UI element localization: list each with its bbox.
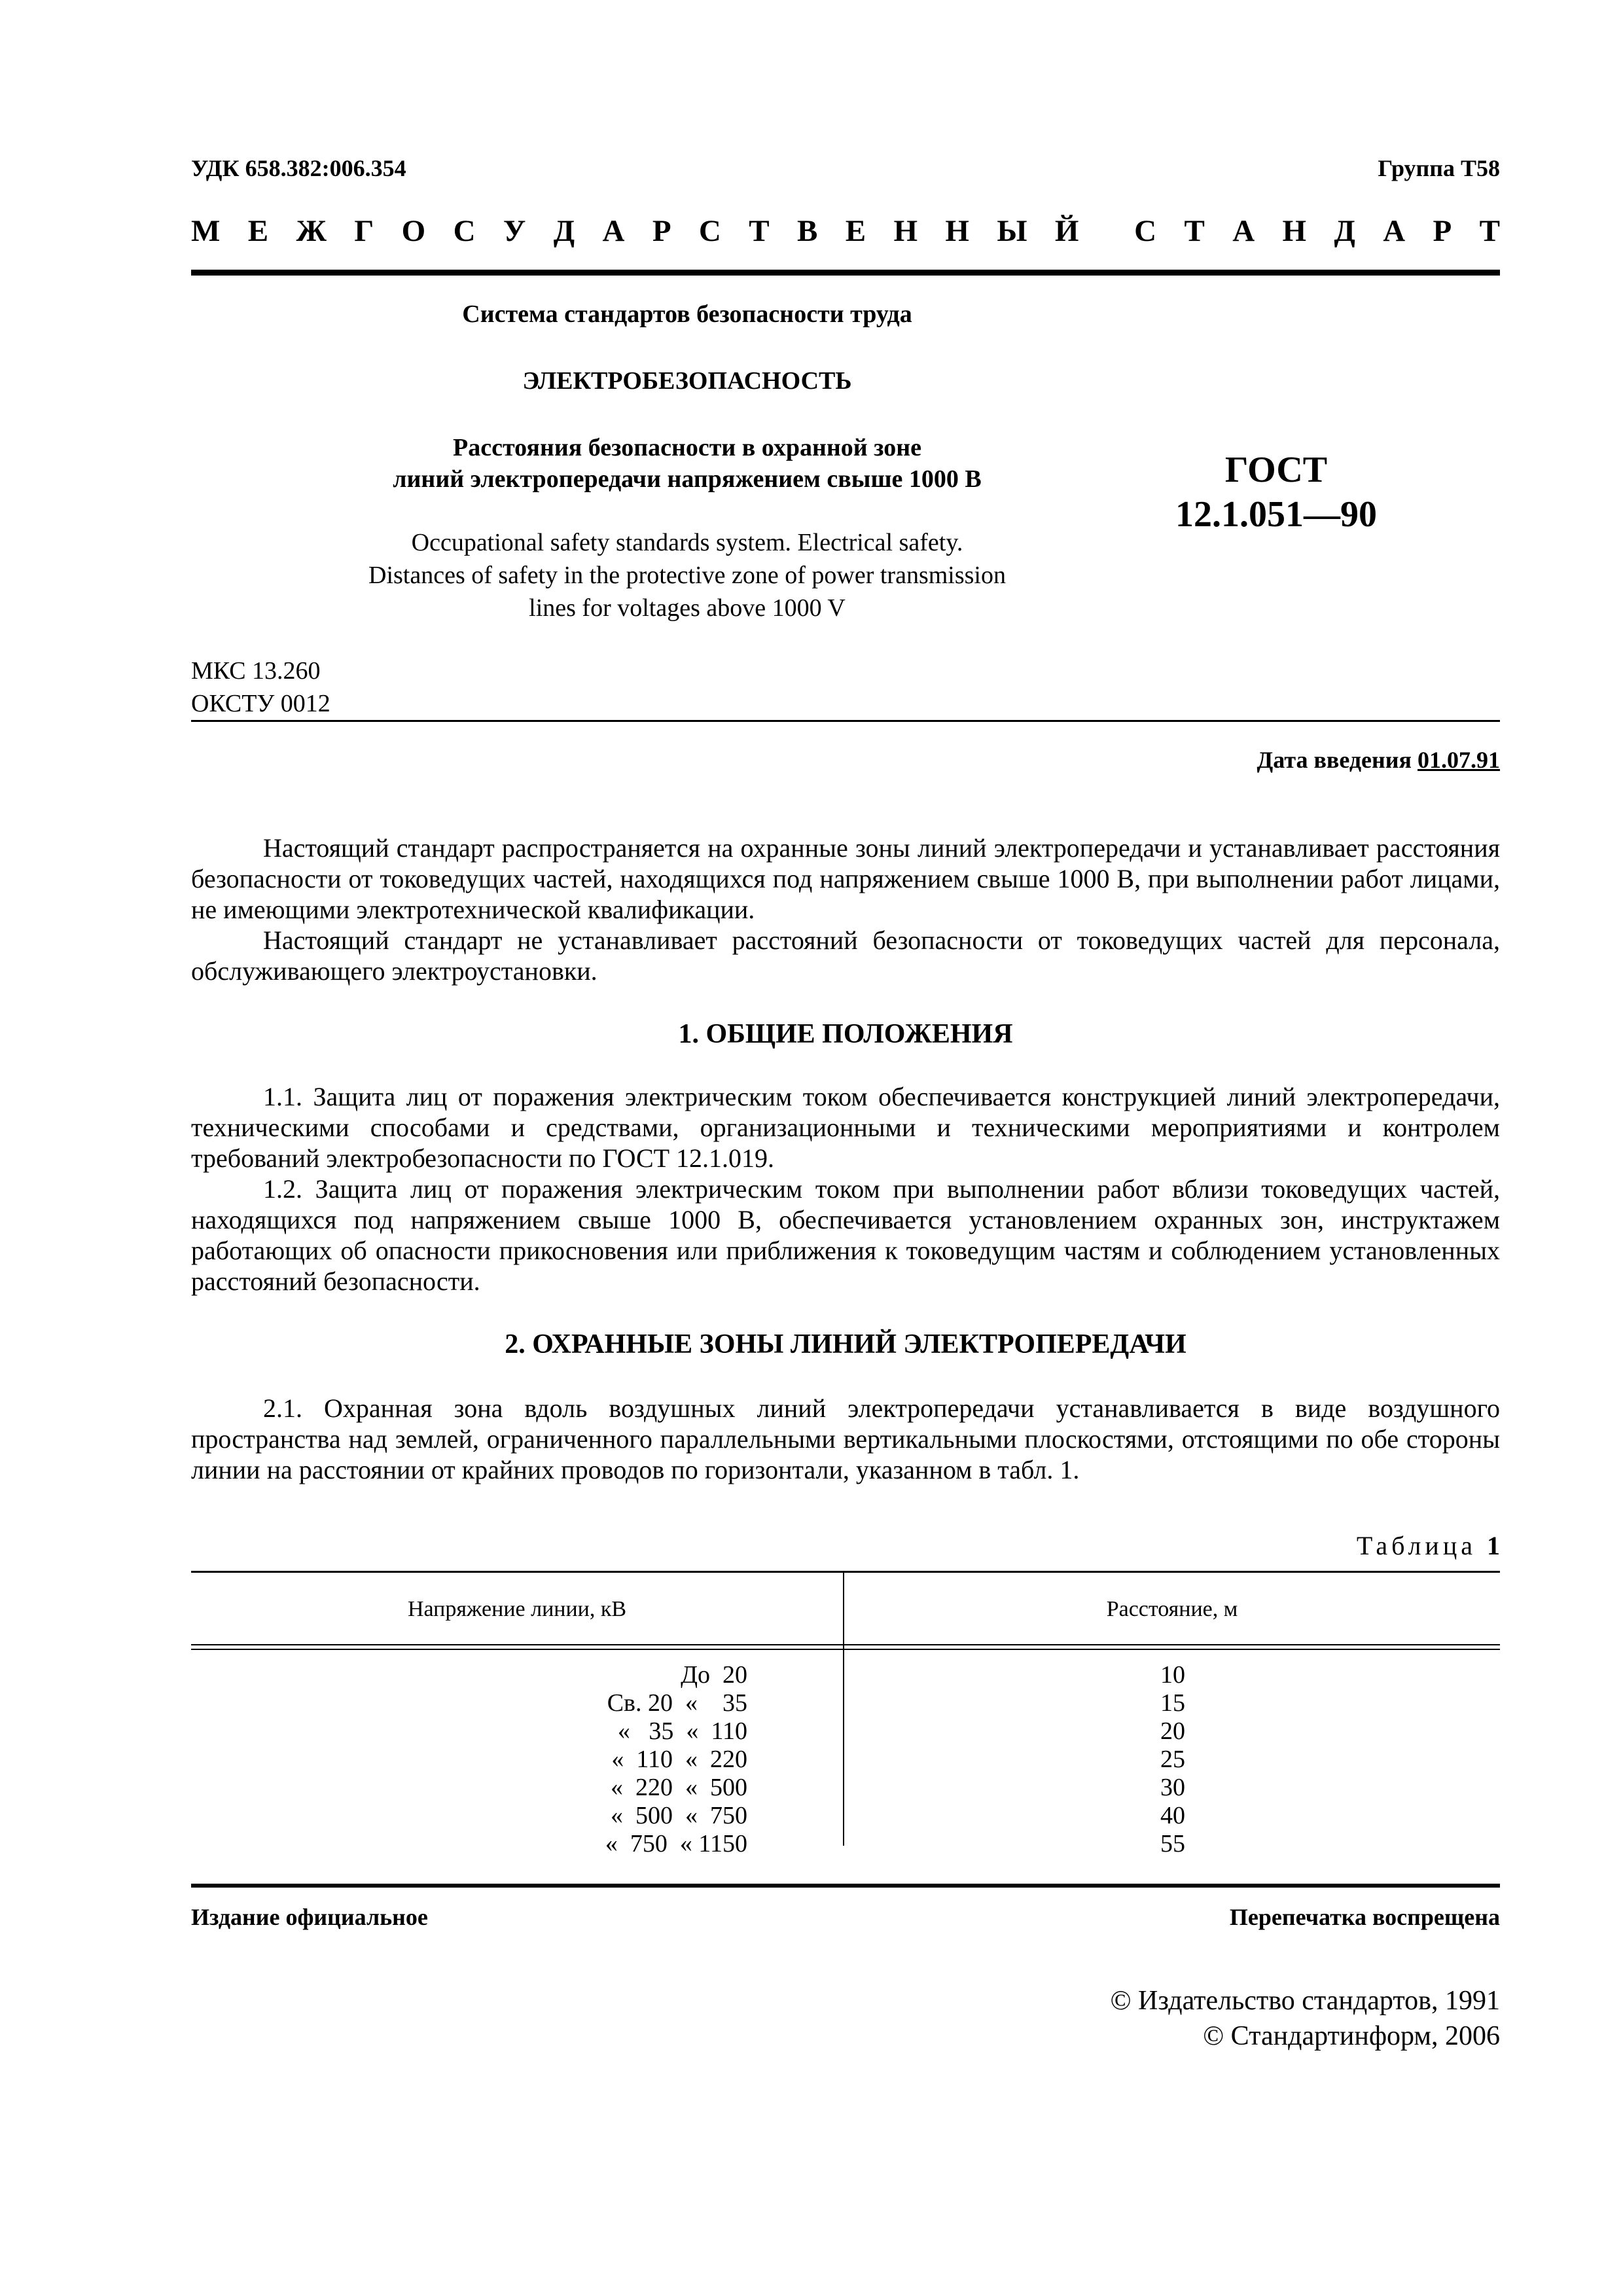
table-cell-distance: 55	[1160, 1830, 1185, 1857]
official-edition-label: Издание официальное	[191, 1904, 428, 1930]
okstu-code: ОКСТУ 0012	[191, 690, 330, 717]
banner-letter: В	[796, 214, 818, 248]
banner-letter: Г	[354, 214, 374, 248]
interstate-standard-banner	[191, 213, 1500, 249]
banner-letter: А	[602, 214, 625, 248]
distance-column	[1133, 1661, 1212, 1858]
table-cell-voltage: « 110 « 220	[611, 1746, 747, 1773]
banner-letter: Н	[945, 214, 969, 248]
table-cell-voltage: « 35 « 110	[617, 1717, 747, 1745]
codes-rule	[191, 720, 1500, 722]
table-cell-distance: 25	[1160, 1746, 1185, 1773]
topic-title: ЭЛЕКТРОБЕЗОПАСНОСТЬ	[522, 367, 852, 395]
footer-rule	[191, 1884, 1500, 1888]
clause-paragraph: 2.1. Охранная зона вдоль воздушных линий электропередачи устанавливается в виде воздушного пространства над землей, ограниченного параллельными вертикальными плоскостями, отстоящими по обе стороны линии на расстоянии от крайних проводов по горизонтали, указанном в табл. 1.	[191, 1393, 1500, 1484]
banner-letter: Т	[1184, 214, 1205, 248]
banner-letter: М	[191, 214, 221, 248]
clause-paragraph: 1.1. Защита лиц от поражения электрическим током обеспечивается конструкцией линий электропередачи, техническими способами и средствами, организационными и техническими мероприятиями и контролем требований электробезопасности по ГОСТ 12.1.019.	[191, 1082, 1500, 1173]
voltage-column	[466, 1661, 747, 1858]
banner-letter: Д	[553, 214, 575, 248]
banner-letter: Н	[893, 214, 918, 248]
section2-text	[191, 1393, 1500, 1485]
banner-letter: Ж	[296, 214, 327, 248]
table-cell-distance: 30	[1160, 1774, 1185, 1801]
table-cell-voltage: « 500 « 750	[611, 1802, 747, 1829]
table-caption	[1357, 1530, 1500, 1561]
column-header-voltage: Напряжение линии, кВ	[407, 1597, 627, 1621]
english-title-line1: Occupational safety standards system. Electrical safety.	[411, 529, 963, 556]
english-title-line3: lines for voltages above 1000 V	[529, 594, 846, 622]
copyright-block	[1111, 1983, 1500, 2054]
table-caption-word: Таблица	[1356, 1531, 1476, 1560]
table-cell-distance: 10	[1160, 1661, 1185, 1689]
gost-number: 12.1.051—90	[1175, 494, 1377, 535]
introduction-date-label: Дата введения	[1257, 747, 1412, 773]
banner-letter: Р	[652, 214, 671, 248]
udk-code: УДК 658.382:006.354	[191, 155, 406, 181]
introduction-date	[1257, 746, 1501, 774]
gost-label: ГОСТ	[1224, 450, 1328, 490]
intro-paragraph: Настоящий стандарт распространяется на охранные зоны линий электропередачи и устанавливает расстояния безопасности от токоведущих частей, находящихся под напряжением свыше 1000 В, при выполнении работ лицами, не имеющими электротехнической квалификации.	[191, 833, 1500, 924]
column-header-distance: Расстояние, м	[1106, 1597, 1238, 1621]
system-title: Система стандартов безопасности труда	[462, 300, 912, 328]
banner-letter: Е	[247, 214, 269, 248]
section-heading: 2. ОХРАННЫЕ ЗОНЫ ЛИНИЙ ЭЛЕКТРОПЕРЕДАЧИ	[505, 1329, 1186, 1359]
table-caption-number: 1	[1487, 1531, 1500, 1560]
banner-letter: А	[1232, 214, 1255, 248]
intro-paragraph: Настоящий стандарт не устанавливает расстояний безопасности от токоведущих частей для персонала, обслуживающего электроустановки.	[191, 925, 1500, 986]
banner-letter: О	[401, 214, 426, 248]
clause-paragraph: 1.2. Защита лиц от поражения электрическим током при выполнении работ вблизи токоведущих частей, находящихся под напряжением свыше 1000 В, обеспечивается установлением охранных зон, инструктажем работающих об опасности прикосновения или приближения к токоведущим частям и соблюдением установленных расстояний безопасности.	[191, 1174, 1500, 1296]
intro-text	[191, 833, 1500, 986]
banner-letter: Й	[1054, 214, 1079, 248]
table-cell-voltage: « 750 « 1150	[605, 1830, 747, 1857]
table-cell-distance: 40	[1160, 1802, 1185, 1829]
english-title	[294, 526, 1080, 624]
banner-letter: Т	[1479, 214, 1500, 248]
banner-letter: У	[503, 214, 526, 248]
table-cell-distance: 15	[1160, 1689, 1185, 1717]
document-title-line2: линий электропередачи напряжением свыше 1000 В	[393, 465, 982, 493]
section1-text	[191, 1081, 1500, 1297]
copyright-line: © Издательство стандартов, 1991	[1110, 1986, 1500, 2016]
banner-letter: А	[1383, 214, 1406, 248]
table-cell-voltage: Св. 20 « 35	[607, 1689, 747, 1717]
group-code: Группа Т58	[1378, 155, 1500, 181]
document-title	[294, 432, 1080, 495]
gost-designation	[1139, 448, 1414, 537]
document-title-line1: Расстояния безопасности в охранной зоне	[453, 434, 921, 461]
reprint-prohibited-label: Перепечатка воспрещена	[1229, 1904, 1500, 1930]
introduction-date-value: 01.07.91	[1418, 747, 1500, 773]
banner-letter: С	[698, 214, 721, 248]
table-header-rule	[191, 1644, 1500, 1650]
table-cell-voltage: До 20	[681, 1661, 747, 1689]
banner-letter: Е	[845, 214, 866, 248]
banner-letter: Ы	[997, 214, 1027, 248]
english-title-line2: Distances of safety in the protective zone of power transmission	[368, 562, 1006, 589]
banner-letter: Т	[749, 214, 770, 248]
banner-letter: Р	[1433, 214, 1452, 248]
table-cell-distance: 20	[1160, 1717, 1185, 1745]
mks-code: МКС 13.260	[191, 657, 321, 685]
header-rule	[191, 270, 1500, 276]
banner-letter: Н	[1282, 214, 1307, 248]
section-heading: 1. ОБЩИЕ ПОЛОЖЕНИЯ	[678, 1019, 1013, 1049]
banner-letter: Д	[1334, 214, 1355, 248]
banner-letter: С	[1134, 214, 1157, 248]
table-top-rule	[191, 1571, 1500, 1573]
classification-codes	[191, 655, 330, 720]
table-cell-voltage: « 220 « 500	[611, 1774, 747, 1801]
banner-letter: С	[453, 214, 476, 248]
copyright-line: © Стандартинформ, 2006	[1203, 2021, 1500, 2051]
